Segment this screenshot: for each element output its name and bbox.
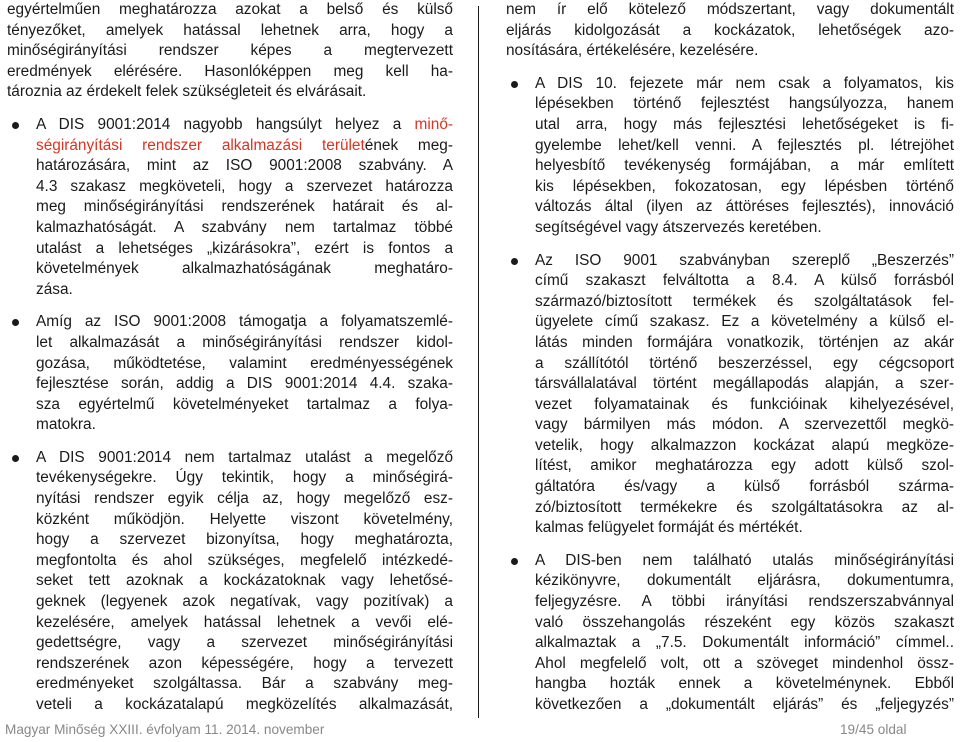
text-line: helyesbítő tevékenység formájában, a már említett	[535, 157, 954, 175]
text-line: zó/biztosított termékekre és szolgáltatásokra az al-	[535, 498, 954, 516]
text-line: lépésekben történő fejlesztést hangsúlyozza, hanem	[535, 95, 954, 113]
text-line: fejlesztése során, addig a DIS 9001:2014 4.4. szaka-	[36, 375, 453, 393]
left-column	[7, 0, 453, 716]
text-line: alkalmaztak a „7.5. Dokumentált információ” címmel..	[535, 634, 954, 652]
right-intro-paragraph	[506, 0, 954, 62]
bullet-item-scope	[7, 115, 453, 300]
text-line: let alkalmazását a minőségirányítási rendszer kidol-	[36, 333, 453, 351]
bullet-item-preventive-action	[7, 448, 453, 716]
text-line: veteli a kockázatalapú megközelítés alkalmazását,	[36, 696, 453, 713]
text-line: vagy bármilyen más módon. A szervezettől megkö-	[535, 416, 954, 434]
text-line: Amíg az ISO 9001:2008 támogatja a folyamatszemlé-	[36, 313, 453, 331]
text-line: vezet folyamatainak és funkcióinak kihelyezésével,	[535, 395, 954, 413]
text-line: tevékenységekre. Úgy tekintik, hogy a minőségirá-	[36, 469, 453, 487]
text-line: származó/biztosított termékek és szolgáltatások fel-	[535, 292, 954, 310]
text-line: zása.	[36, 280, 73, 298]
left-intro-paragraph	[7, 0, 453, 103]
text-line: gedettségre, vagy a szervezet minőségirányítási	[36, 634, 453, 652]
column-divider	[478, 6, 479, 718]
text-line: hangba hozták ennek a követelménynek. Ebből	[535, 675, 954, 693]
text-line: egyértelműen meghatározza azokat a belső és külső	[7, 1, 453, 18]
text-line: a szállítótól történő beszerzéssel, egy cégcsoport	[535, 354, 954, 372]
text-line: gyelembe lehet/kell venni. A fejlesztés pl. létrejöhet	[535, 136, 954, 154]
bullet-dot-icon	[511, 81, 518, 88]
text-line: gáltatóra és/vagy a külső forrásból szárma-	[535, 478, 954, 496]
text-line: nem ír elő kötelező módszertant, vagy dokumentált	[506, 1, 954, 18]
text-line: következően a „dokumentált eljárás” és „feljegyzés”	[535, 696, 954, 713]
text-line: című szakaszt felváltotta a 8.4. A külső forrásból	[535, 272, 954, 290]
text-line: rendszerének azon képességére, hogy a tervezett	[36, 654, 453, 672]
text-line: sza egyértelmű követelményeket tartalmaz a folya-	[36, 395, 453, 413]
text-line: lítést, amikor meghatározza egy adott külső szol-	[535, 457, 954, 475]
text-line: meg minőségirányítási rendszerének határait és al-	[36, 198, 453, 216]
text-line: tároznia az érdekelt felek szükségleteit és elvárásait.	[7, 83, 367, 101]
text-line: utal arra, hogy más fejlesztési lehetőségeket is fi-	[535, 115, 954, 133]
text-line: határozására, mint az ISO 9001:2008 szabvány. A	[36, 157, 453, 175]
text-line: seket tett azoknak a kockázatoknak vagy lehetősé-	[36, 572, 453, 590]
text-line: közként működjön. Helyette viszont követelmény,	[36, 510, 453, 528]
bullet-item-improvement	[506, 74, 954, 239]
bullet-item-external-provision	[506, 251, 954, 539]
text-line: 4.3 szakasz megköveteli, hogy a szervezet határozza	[36, 177, 453, 195]
text-line: Ahol megfelelő volt, ott a szöveget mindenhol össz-	[535, 654, 954, 672]
text-line: Az ISO 9001 szabványban szereplő „Beszerzés”	[535, 251, 954, 269]
text-line: változás által (ilyen az áttöréses fejlesztés), innováció	[535, 198, 954, 216]
bullet-item-process-approach	[7, 312, 453, 436]
text-line: A DIS 9001:2014 nem tartalmaz utalást a megelőző	[36, 448, 453, 466]
text-line: ügyelete című szakasz. Ez a követelmény a külső el-	[535, 313, 954, 331]
text-line: A DIS 9001:2014 nagyobb hangsúlyt helyez a minő-	[36, 115, 453, 133]
text-line: A DIS-ben nem található utalás minőségirányítási	[535, 551, 954, 569]
text-line: kis lépésekben, fokozatosan, egy lépésben történő	[535, 177, 954, 195]
right-column	[506, 0, 954, 716]
bullet-dot-icon	[12, 455, 19, 462]
bullet-dot-icon	[511, 558, 518, 565]
text-line: feljegyzésre. A többi irányítási rendszerszabvánnyal	[535, 593, 954, 611]
text-line: minőségirányítási rendszer képes a megtervezett	[7, 42, 453, 60]
text-line: kalmazhatóságát. A szabvány nem tartalmaz többé	[36, 218, 453, 236]
footer-page-number: 19/45 oldal	[840, 722, 907, 737]
text-line: eljárás kidolgozását a kockázatok, lehetőségek azo-	[506, 21, 954, 39]
text-line: segítségével vagy átszervezés keretében.	[535, 218, 822, 236]
bullet-item-documented-information	[506, 551, 954, 716]
footer-publication: Magyar Minőség XXIII. évfolyam 11. 2014. november	[5, 722, 325, 737]
text-line: gozása, működtetése, valamint eredményességének	[36, 354, 453, 372]
text-line: hogy a szervezet bizonyítsa, hogy meghatározta,	[36, 531, 453, 549]
text-line: kézikönyvre, dokumentált eljárásra, dokumentumra,	[535, 572, 954, 590]
text-line: nyítási rendszer egyik célja az, hogy megelőző esz-	[36, 490, 453, 508]
text-line: vetelik, hogy alkalmazzon kockázat alapú megköze-	[535, 436, 954, 454]
text-line: eredményeket szolgáltassa. Bár a szabvány meg-	[36, 675, 453, 693]
text-line: követelmények alkalmazhatóságának meghatáro-	[36, 260, 453, 278]
text-line: megfontolta és ahol szükséges, megfelelő intézkedé-	[36, 551, 453, 569]
text-line: kezelésére, amelyek hatással lehetnek a vevői elé-	[36, 613, 453, 631]
bullet-dot-icon	[511, 258, 518, 265]
bullet-dot-icon	[12, 122, 19, 129]
text-line: utalást a lehetséges „kizárásokra”, ezért is fontos a	[36, 239, 453, 257]
text-line: nosítására, értékelésére, kezelésére.	[506, 42, 759, 60]
text-line: geknek (legyenek azok negatívak, vagy pozitívak) a	[36, 593, 453, 611]
text-line: társvállalatával történt megállapodás alapján, a szer-	[535, 375, 954, 393]
text-line: eredmények elérésére. Hasonlóképpen meg kell ha-	[7, 62, 453, 80]
text-line: ségirányítási rendszer alkalmazási területének meg-	[36, 136, 453, 154]
bullet-dot-icon	[12, 319, 19, 326]
text-line: látás minden formájára vonatkozik, történjen az akár	[535, 333, 954, 351]
text-line: matokra.	[36, 416, 96, 434]
text-line: tényezőket, amelyek hatással lehetnek arra, hogy a	[7, 21, 453, 39]
text-line: való összehangolás részeként egy közös szakaszt	[535, 613, 954, 631]
text-line: A DIS 10. fejezete már nem csak a folyamatos, kis	[535, 74, 954, 92]
text-line: kalmas felügyelet formáját és mértékét.	[535, 519, 803, 537]
